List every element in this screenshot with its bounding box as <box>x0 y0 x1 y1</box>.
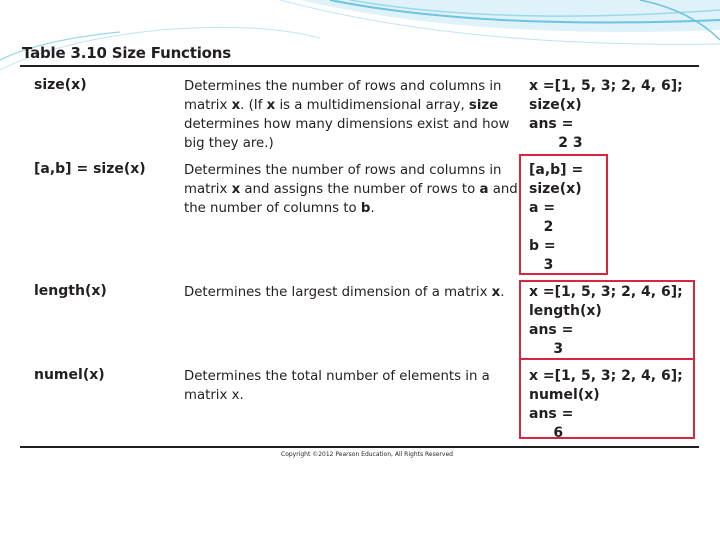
example-highlight-box <box>519 358 695 439</box>
example-highlight-box <box>519 280 695 360</box>
function-example: x =[1, 5, 3; 2, 4, 6]; length(x) ans = 3 <box>529 284 683 357</box>
function-name: size(x) <box>34 77 87 93</box>
function-description: Determines the number of rows and columns in matrix x. (If x is a multidimensional array, size determines how many dimensions exist and how big they are.) <box>184 79 510 151</box>
function-description: Determines the largest dimension of a matrix x. <box>184 285 505 300</box>
top-rule <box>20 65 699 67</box>
function-name: numel(x) <box>34 367 105 383</box>
function-example: [a,b] = size(x) a = 2 b = 3 <box>529 162 584 273</box>
function-example: x =[1, 5, 3; 2, 4, 6]; size(x) ans = 2 3 <box>529 78 683 151</box>
function-description: Determines the total number of elements in a matrix x. <box>184 369 490 403</box>
example-highlight-box <box>519 154 608 275</box>
copyright-notice: Copyright ©2012 Pearson Education, All Rights Reserved <box>281 451 453 458</box>
function-name: length(x) <box>34 283 107 299</box>
function-name: [a,b] = size(x) <box>34 161 146 177</box>
function-description: Determines the number of rows and columns in matrix x and assigns the number of rows to a and the number of columns to b. <box>184 163 518 216</box>
function-example: x =[1, 5, 3; 2, 4, 6]; numel(x) ans = 6 <box>529 368 683 441</box>
bottom-rule <box>20 446 699 448</box>
table-title: Table 3.10 Size Functions <box>22 44 231 62</box>
decorative-wave-banner <box>0 0 720 80</box>
